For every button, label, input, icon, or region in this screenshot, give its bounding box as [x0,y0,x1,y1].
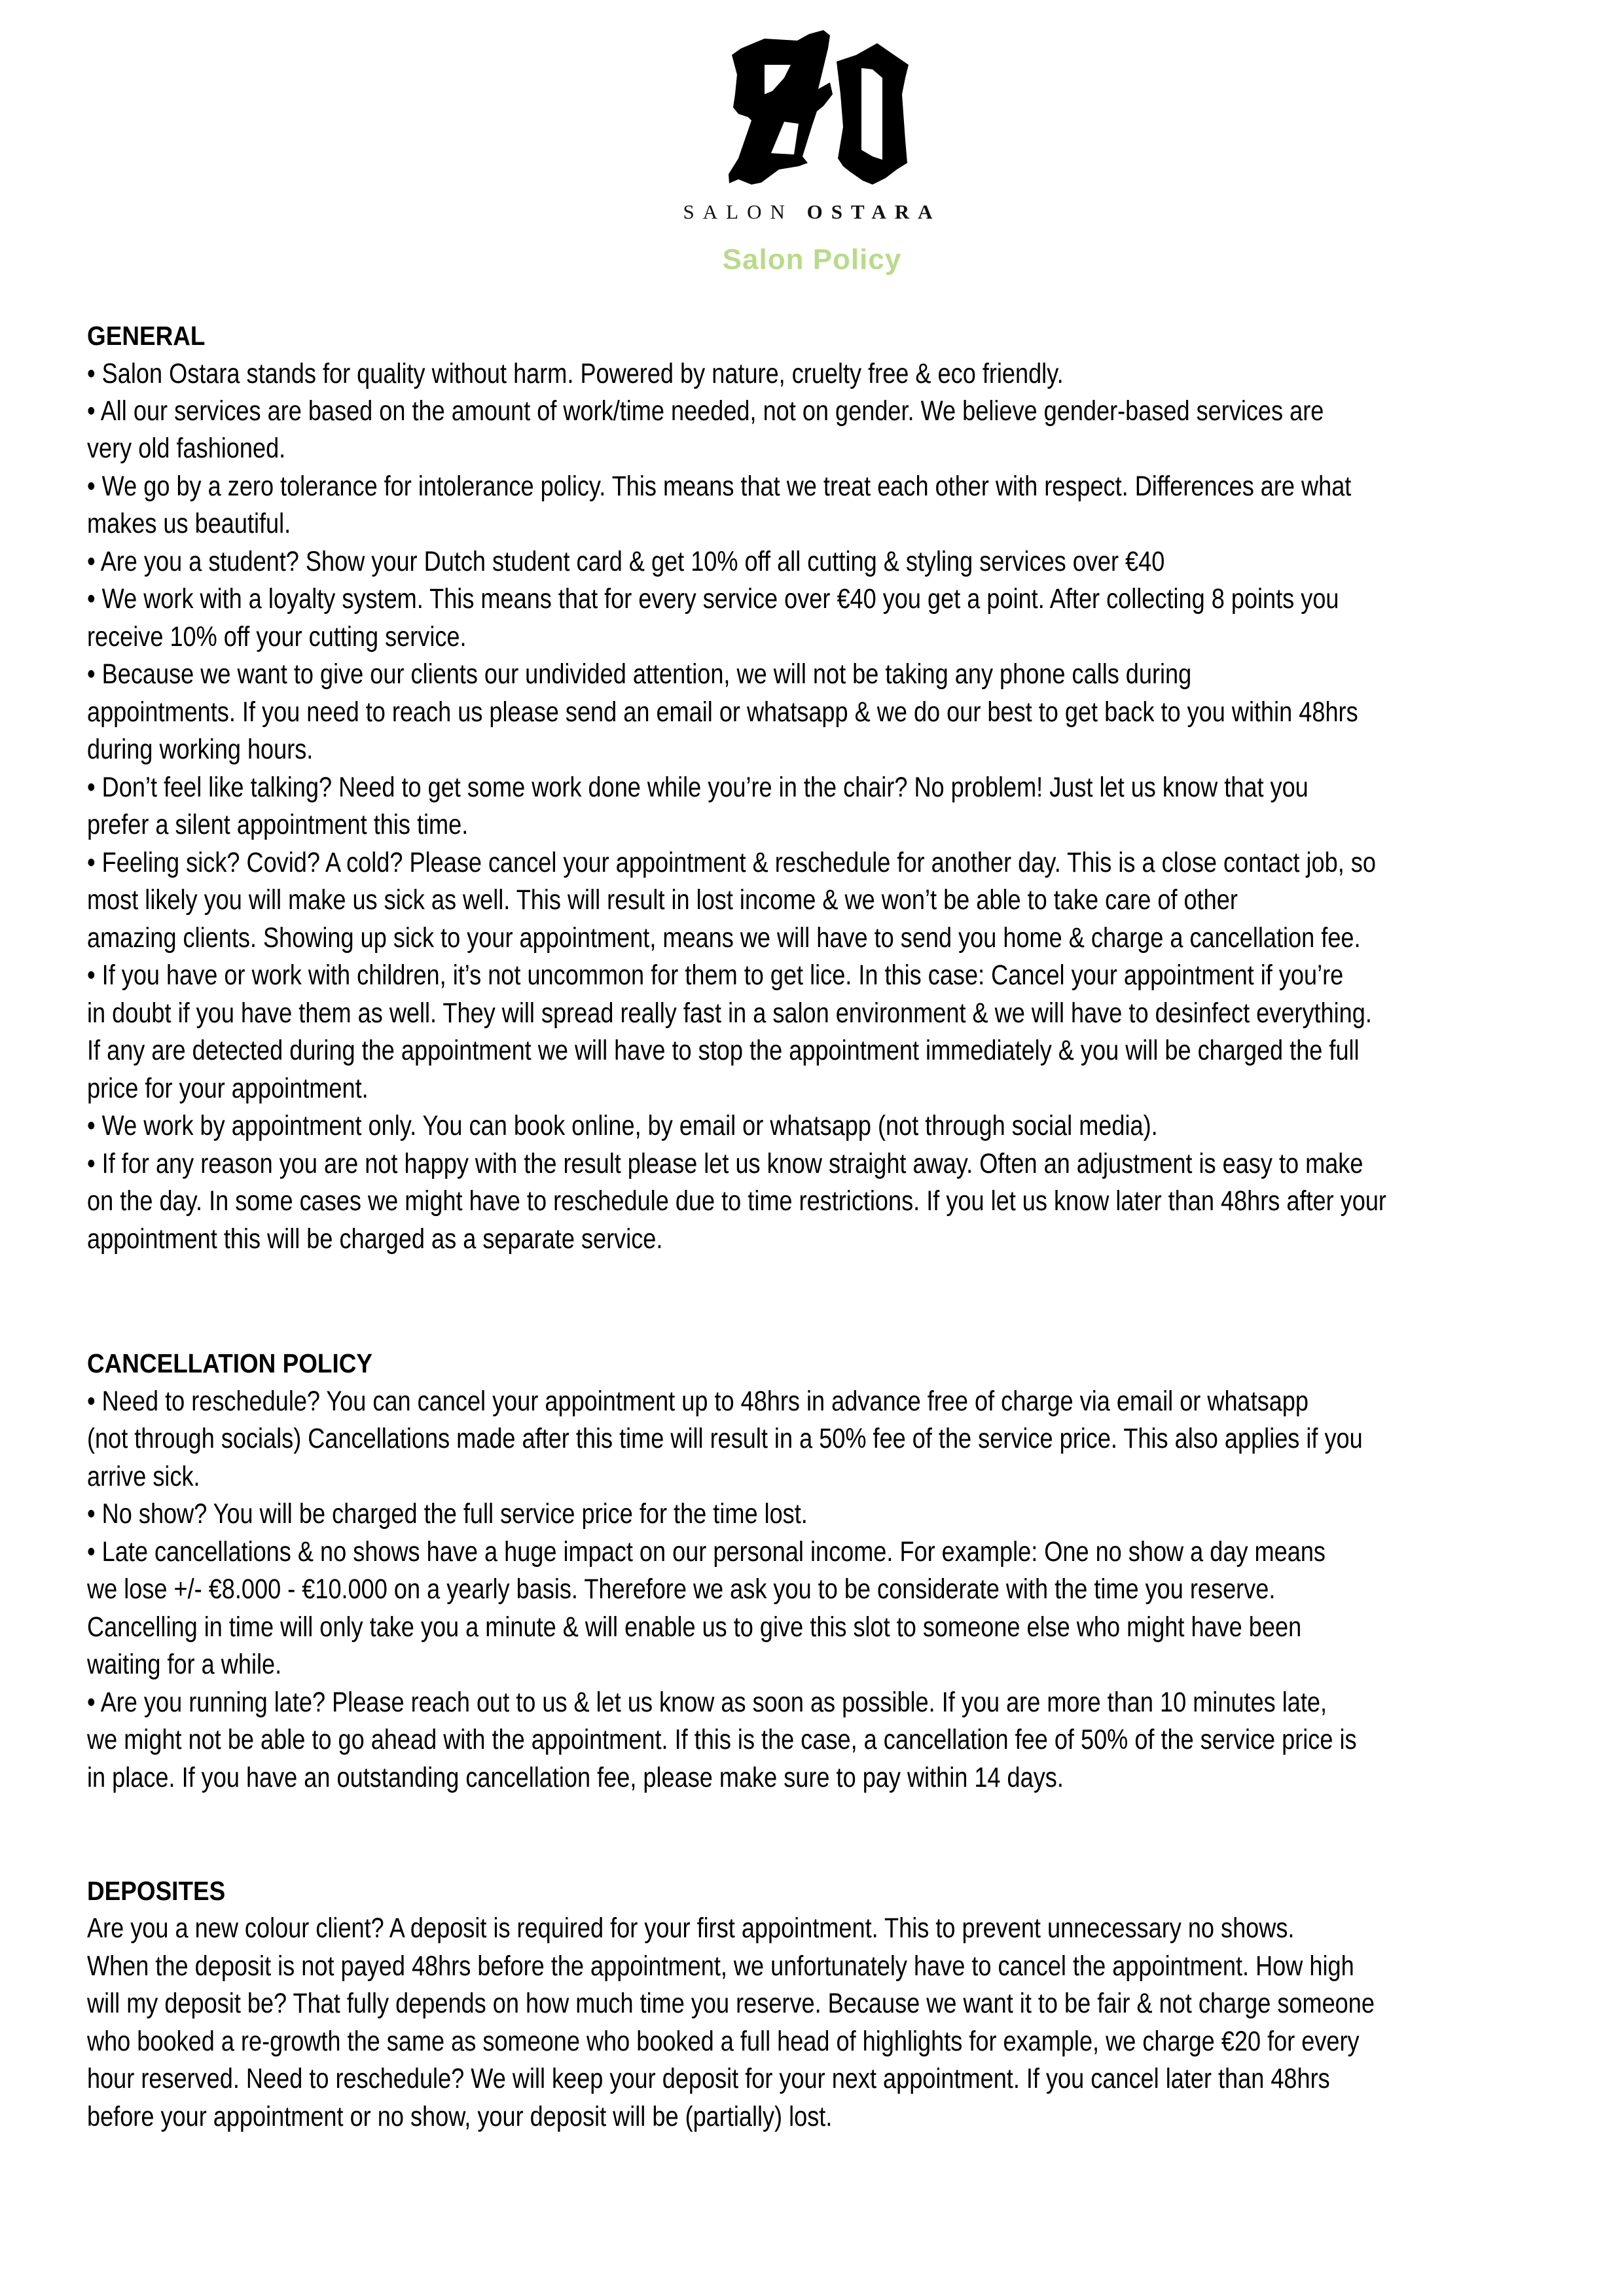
general-line: most likely you will make us sick as well. This will result in lost income & we won’t be able to take care of other [87,884,1238,916]
cancellation-line: • Are you running late? Please reach out to us & let us know as soon as possible. If you are more than 10 minutes late, [87,1687,1327,1718]
deposits-line: before your appointment or no show, your deposit will be (partially) lost. [87,2101,833,2132]
general-line: • We work by appointment only. You can book online, by email or whatsapp (not through social media). [87,1110,1158,1141]
deposits-line: When the deposit is not payed 48hrs before the appointment, we unfortunately have to cancel the appointment. How high [87,1950,1354,1982]
general-line: • Don’t feel like talking? Need to get some work done while you’re in the chair? No problem! Just let us know that you [87,772,1308,803]
general-line: • Salon Ostara stands for quality without harm. Powered by nature, cruelty free & eco friendly. [87,358,1064,389]
general-line: on the day. In some cases we might have to reschedule due to time restrictions. If you let us know later than 48hrs after your [87,1185,1386,1217]
general-line: price for your appointment. [87,1073,369,1104]
cancellation-line: arrive sick. [87,1461,200,1492]
cancellation-line: we might not be able to go ahead with the appointment. If this is the case, a cancellation fee of 50% of the service price is [87,1724,1357,1755]
deposits-line: will my deposit be? That fully depends on how much time you reserve. Because we want it to be fair & not charge someone [87,1988,1375,2019]
general-line: makes us beautiful. [87,508,291,539]
general-line: amazing clients. Showing up sick to your appointment, means we will have to send you home & charge a cancellation fee. [87,922,1361,954]
general-line: • If you have or work with children, it’s not uncommon for them to get lice. In this case: Cancel your appointment if you’re [87,960,1344,991]
cancellation-line: • Need to reschedule? You can cancel your appointment up to 48hrs in advance free of charge via email or whatsapp [87,1386,1308,1417]
general-line: during working hours. [87,734,314,765]
general-line: • Are you a student? Show your Dutch student card & get 10% off all cutting & styling services over €40 [87,546,1165,577]
general-line: • We work with a loyalty system. This means that for every service over €40 you get a point. After collecting 8 points you [87,583,1339,615]
cancellation-line: waiting for a while. [87,1649,282,1680]
general-line: in doubt if you have them as well. They will spread really fast in a salon environment & we will have to desinfect everything. [87,997,1372,1029]
general-line: • Feeling sick? Covid? A cold? Please cancel your appointment & reschedule for another day. This is a close contact job, so [87,847,1376,878]
deposits-line: who booked a re-growth the same as someone who booked a full head of highlights for example, we charge €20 for every [87,2026,1360,2057]
section-heading-general: GENERAL [87,321,206,351]
general-line: • We go by a zero tolerance for intolerance policy. This means that we treat each other with respect. Differences are what [87,471,1352,502]
deposits-line: Are you a new colour client? A deposit is required for your first appointment. This to prevent unnecessary no shows. [87,1912,1295,1944]
general-line: receive 10% off your cutting service. [87,621,467,653]
page-title: Salon Policy [722,243,902,276]
cancellation-line: • Late cancellations & no shows have a huge impact on our personal income. For example: One no show a day means [87,1536,1326,1568]
deposits-line: hour reserved. Need to reschedule? We will keep your deposit for your next appointment. If you cancel later than 48hrs [87,2063,1330,2094]
cancellation-line: in place. If you have an outstanding cancellation fee, please make sure to pay within 14 days. [87,1762,1064,1793]
cancellation-line: (not through socials) Cancellations made after this time will result in a 50% fee of the service price. This also applies if you [87,1423,1363,1454]
cancellation-line: Cancelling in time will only take you a minute & will enable us to give this slot to someone else who might have been [87,1611,1302,1643]
salon-ostara-logo-icon [725,29,915,186]
general-line: very old fashioned. [87,433,286,464]
general-line: • If for any reason you are not happy with the result please let us know straight away. Often an adjustment is easy to make [87,1148,1363,1179]
brand-name [0,200,1624,224]
general-line: • Because we want to give our clients our undivided attention, we will not be taking any phone calls during [87,658,1192,690]
brand-name-salon: SALON [683,200,793,223]
cancellation-line: • No show? You will be charged the full service price for the time lost. [87,1498,808,1530]
cancellation-line: we lose +/- €8.000 - €10.000 on a yearly basis. Therefore we ask you to be considerate with the time you reserve. [87,1573,1276,1605]
general-line: • All our services are based on the amount of work/time needed, not on gender. We believe gender-based services are [87,395,1324,427]
general-line: appointments. If you need to reach us please send an email or whatsapp & we do our best to get back to you within 48hrs [87,696,1358,728]
general-line: prefer a silent appointment this time. [87,809,469,840]
general-line: If any are detected during the appointment we will have to stop the appointment immediately & you will be charged the full [87,1035,1360,1066]
general-line: appointment this will be charged as a separate service. [87,1223,663,1255]
brand-name-ostara: OSTARA [806,200,941,223]
section-heading-cancellation: CANCELLATION POLICY [87,1348,372,1378]
section-heading-deposits: DEPOSITES [87,1876,226,1906]
